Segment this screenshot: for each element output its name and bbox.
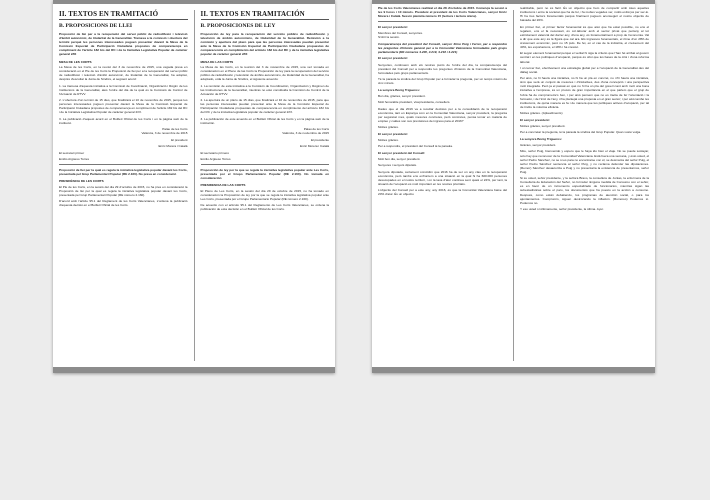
- paragraph: Moltes gràcies, senyor president.: [520, 123, 566, 128]
- paragraph: realitzable, però no és fàcil. És un objectiu que hem de compartir amb totes aquelles institucions i entre la societat que ha de fer, i fa moltes vegades ver, molts esforços per ser-lo. Hi ha tres factors fonamentals perquè finalment puguem aconseguir el nostre objectiu de baixada del 20%.: [520, 6, 649, 23]
- signer-name: Emilio Argüeso Torres: [200, 157, 231, 162]
- paragraph: Moltes gràcies. (Aplaudiments): [520, 111, 563, 116]
- speaker-label: El senyor president del Consell:: [378, 150, 426, 155]
- bottom-bar: [372, 367, 655, 373]
- speaker-label: El senyor president:: [520, 117, 550, 122]
- section-heading: II. TEXTOS EN TRAMITACIÓ: [59, 10, 188, 20]
- paragraph: Molt honorable president, vicepresidenta, consellers.: [378, 100, 451, 105]
- agenda-item: Compareixença del president del Consell, senyor Ximo Puig i Ferrer, per a respondre les preguntes d'interès general per a la Comunitat Valenciana formulades pels grups parlamentaris (RE números 4.200, 4.219, 4.218 i 4.221): [378, 41, 507, 54]
- speaker-label: El senyor president:: [378, 131, 408, 136]
- paragraph: Per a respondre, el president del Consell té la paraula.: [378, 144, 453, 149]
- speaker-label: La senyora Bonig Trigueros:: [520, 136, 562, 141]
- paragraph: Senyories, continuem amb els nostres punts de l'ordre del dia, la compareixença del president del Consell per a respondre les preguntes d'interès de la Comunitat Valenciana, formulades pels grups parlamentaris.: [378, 62, 507, 75]
- top-bar: [53, 0, 335, 4]
- paragraph: En primer lloc, el primer factor fonamental és que això que ha estat possible, no ens el regalem, ens el fa necessari, és col·laborar amb el sector privat que pertany al tot estrictament valencià del darrer any, d'una any, és fonamentalment a prop de l'economia. Val a dir que este any és la figura que cal ara. Els ingressos fonamentals, el ritme d'un 28% de creixement econòmic, però no 15 puls. De fet, en el cas de la indústria, el creixement del 40%, les exportacions, el 18% i ha crescut.: [520, 24, 649, 50]
- top-bar: [372, 0, 655, 4]
- paragraph: La Mesa de les Corts, en la reunió del 3 de novembre de 2015, una vegada presa en consideració en el Ple de les Corts la Proposició de llei per a la recuperació del servei públic de radiodifusió i televisió d'àmbit autonòmic, de titularitat de la Generalitat, ha adoptat, després d'escoltar la Junta de Síndics, el següent acord:: [59, 65, 188, 82]
- speaker-label: El senyor president:: [378, 56, 408, 61]
- heading-presidencia: PRESIDENCIA DE LAS CORTS: [200, 183, 246, 188]
- paragraph: Bon dia, gràcies, senyor president.: [378, 94, 426, 99]
- signer-name: Enric Morera i Català: [158, 143, 188, 148]
- speaker-label: El senyor president:: [378, 24, 408, 29]
- paragraph: Moltes gràcies.: [378, 125, 399, 130]
- paragraph: 1. La tramesa d'aquesta iniciativa a la Comissió de Coordinació, Organització i Règim de les Institucions de la Generalitat, atès l'ordre del dia de la qual és la Comissió de Control de l'Actuació de RTVV.: [59, 83, 188, 96]
- transcript-column-2: [514, 6, 655, 365]
- signer-role: El secretario primero: [200, 150, 230, 155]
- divider: [378, 21, 507, 22]
- spanish-column: [195, 6, 336, 365]
- paragraph: La Mesa de las Corts, en la reunión del 3 de noviembre de 2015, una vez tomada en consideración en el Pleno de las Corts la Proposición de ley para la recuperación del servicio público de radiodifusión y televisión de ámbito autonómico, de titularidad de la Generalitat, ha adoptado, oída la Junta de Síndics, el siguiente acuerdo:: [200, 65, 329, 82]
- session-title: Ple de les Corts Valencianes realitzat el dia 28 d'octubre de 2015. Comença la sessió a les 9 hores i 10 minuts. Presideix el president de les Corts Valencianes, senyor Enric Morera i Català. Sessió plenària número 15 (lectura i lectura única).: [378, 6, 507, 19]
- place-date: Palau de les Corts València, 3 de noviembre de 2015: [282, 127, 329, 136]
- divider: [59, 164, 188, 165]
- right-page: [372, 0, 655, 373]
- subsection-heading: B. PROPOSICIONES DE LEY: [200, 23, 276, 29]
- paragraph: D'acord amb l'article 95.1 del Reglament de les Corts Valencianes, s'ordena la publicació d'aquesta decisió en el Butlletí Oficial de les Corts.: [59, 199, 188, 208]
- place-date: Palau de les Corts València, 3 de novembre de 2015: [141, 127, 188, 136]
- paragraph: Gràcies, senyor president.: [520, 143, 557, 148]
- paragraph: Membres del Consell, senyories. S'obri la sessió.: [378, 31, 423, 40]
- heading-mesa: MESA DE LES CORTS: [59, 59, 92, 64]
- paragraph: Y eso usted sí últimamente, señor presidente, la última. Ayer.: [520, 207, 604, 211]
- paragraph: Molt bon dia, senyor president.: [378, 157, 421, 162]
- paragraph: Té la paraula la síndica del Grup Popular per a formular la pregunta, per un temps màxim de cinc minuts.: [378, 77, 507, 86]
- paragraph: El Pleno de Les Corts, en la sesión del día 29 de octubre de 2015, no ha tomado en consideración la Proposición de ley por la que se regula la iniciativa legislativa popular ante Les Corts, presentada por el Grupo Parlamentario Popular (RE número 2.160).: [200, 188, 329, 201]
- paragraph: 2. L'obertura d'un termini de 15 dies, que finalitzarà el 10 de novembre de 2015, perquè les persones interessades puguen presentar davant la Mesa de la Comissió Especial de Participació Ciutadana propostes de compareixença en compliment de l'article 182 bis del RC i de la Iniciativa Legislativa Popular de caràcter general 2/IX.: [59, 98, 188, 115]
- divider: [201, 164, 330, 165]
- signer-role: El presidente: [310, 137, 329, 142]
- left-columns: [53, 6, 335, 365]
- speaker-label: La senyora Bonig Trigueros:: [378, 87, 420, 92]
- signer-name: Emilio Argüeso Torres: [59, 157, 90, 162]
- intro-text: Proposició de llei per a la recuperació del servei públic de radiodifusió i televisió d'àmbit autonòmic, de titularitat de la Generalitat. Tramesa a la comissió i obertura del termini perquè les persones interessades puguen presentar davant la Mesa de la Comissió Especial de Participació Ciutadana propostes de compareixença en compliment de l'article 182 bis del RC i de la Iniciativa Legislativa Popular de caràcter general 2/IX: [59, 32, 188, 57]
- paragraph: 3. La publicación de este acuerdo en el Butlletí Oficial de les Corts y en la página web de la institución.: [200, 116, 329, 125]
- paragraph: 1. La remisión de esta iniciativa a la Comisión de Coordinación, Organización y Régimen de las Instituciones de la Generalitat, mientras no esté constituida la Comisión de Control de la Actuación de RTVV.: [200, 83, 329, 96]
- paragraph: I un tercer lloc, efectivament una estratègia global per a l'ocupació de la Generalitat des del diàleg social.: [520, 65, 649, 74]
- heading-presidencia: PRESIDÈNCIA DE LES CORTS: [59, 179, 104, 184]
- paragraph: Moltes gràcies.: [378, 138, 399, 143]
- catalan-column: [53, 6, 194, 365]
- subsection-heading: B. PROPOSICIONS DE LLEI: [59, 23, 133, 29]
- paragraph: Senyores i senyors diputats.: [378, 163, 417, 168]
- paragraph: L'objectiu del Consell per a este any, any 2016, és que la Comunitat Valenciana baixe del 20% d'atur. És un objectiu: [378, 188, 507, 197]
- transcript-column-1: [372, 6, 513, 365]
- paragraph: Per això, no hi haurà una iniciativa, no hi ha un pla en concret, no n'hi haurà una iniciativa, sinó que serà un conjunt de mesures i d'iniciatives, des d'una concepció i una perspectiva molt integrada. Però ja el passat en què no hi ha un pla del govern tant amb molt una bona iniciativa a l'empresa, és un procés de gran importància en el que parlem que el grup de l'obra ha de comprometre's ben, i per això pensem que no es tracta de fer l'orientació i la formació, i de l'inici de l'any, s'ha plantejat una proposta en el gran sector; i per això també les institucions, de quina manera es fa i de manera que les polítiques actives d'ocupació, per tal de tindre la màxima eficàcia.: [520, 76, 649, 109]
- paragraph: Per a concretar la pregunta, té la paraula la síndica del Grup Popular. Quan vosté vulga.: [520, 130, 641, 135]
- section-heading: II. TEXTOS EN TRAMITACIÓN: [201, 10, 330, 20]
- signer-name: Enric Morera i Català: [299, 143, 329, 148]
- paragraph: 3. La publicació d'aquest acord en el Butlletí Oficial de les Corts i en la pàgina web de la institució.: [59, 116, 188, 125]
- intro-text: Proposició de llei per la qual es regula la iniciativa legislativa popular davant les Corts, presentada pel Grup Parlamentari Popular (RE 2.160). No presa en consideració: [59, 167, 188, 176]
- signer-role: El secretari primer: [59, 150, 85, 155]
- paragraph: Mire, señor Puig, bienvenido y espero que le haya ido bien el viaje. No se puede soslayar, solo hay que reconocer de la Comunidad Valenciana. Está fuera una semana, y ésto usted, el señor Pedro Sánchez, no se si es para no encontrarse con él, se desmarca del señor Puig, el señor Pedro Sánchez sentencia al señor Puig, y no reclama defender las diputaciones. (Remor) Sánchez desautoriza a Puig y no presentaría la existencia de presentarnos, señor Puig.: [520, 149, 649, 174]
- right-columns: [372, 6, 655, 365]
- signer-role: El president: [171, 137, 188, 142]
- intro-text: Proposición de ley para la recuperación del servicio público de radiodifusión y televisión de ámbito autonómico, de titularidad de la Generalitat. Remisión a la comisión y apertura del plazo para que las personas interesadas puedan presentar ante la Mesa de la Comisión Especial de Participación Ciudadana propuestas de comparecencia en cumplimiento del artículo 182 bis del RC y de la iniciativa legislativa popular de carácter general 2/IX: [200, 32, 329, 57]
- paragraph: 2. La apertura de un plazo de 15 días, que finalizará el 10 de noviembre de 2015, para que las personas interesadas puedan presentar ante la Mesa de la Comisión Especial de Participación Ciudadana propuestas de comparecencia en cumplimiento del artículo 182 bis del RC y de la iniciativa legislativa popular de carácter general 2/IX.: [200, 98, 329, 115]
- left-page: [53, 0, 335, 373]
- paragraph: De acuerdo con el artículo 95.1 del Reglamento de Les Corts Valencianes, se ordena la publicación de esta decisión en el Butlletí Oficial de les Corts.: [200, 203, 329, 212]
- paragraph: El Ple de les Corts, en la sessió del dia 29 d'octubre de 2015, no ha pres en consideració la Proposició de llei per la qual es regula la iniciativa legislativa popular davant les Corts, presentada pel Grup Parlamentari Popular (RE número 2.160).: [59, 184, 188, 197]
- paragraph: El segon element fonamental perquè el verital hi siga la criterio que l'han fet arribat al govern central i en les polítiques d'ocupació, perquè és obvi que les bases de la crisi i d'una reforma laboral.: [520, 51, 649, 64]
- bottom-bar: [53, 367, 335, 373]
- paragraph: Si su usted, señor presidente, y la señora Bravo, la consellera de Juntas, la enfermera de la Conselleria de Educación del Señor, no formular ninguna medida de Consumo con el señor, es en favor de un incremento especializado de funcionarios, mientras sigan las subestadísticas sobre el paro, los documentos que ha puesto en la acción a consumo. Después, como están debatiendo, los programas de atención social, o para los ajuntamientos. Compromís, siguen destrozando la inflación. (Rumores) Podemos sí. Podemos no.: [520, 176, 649, 205]
- paragraph: Senyora diputada, certament coincidim que 2016 ha de ser un any clau en la recuperació econòmica, però també ens enfrontem a una situació en la qual hi ha 600.000 persones desocupades en el nostre territori, i on la taxa d'atur continua sent quasi el 22%, per tant, la situació de l'ocupació és molt important en les nostres prioritats.: [378, 169, 507, 187]
- paragraph: Dades que el dia 2016 va a resultar decisius per a la consolidació de la recuperació econòmica, tant en Espanya com en la Comunitat Valenciana, senyor president, la pregunta per seguretat mes, quals mesures concretes, però concretes, pensa tomar en matèria de empleo y cuáles son sus previsiones de ingreso para el 2016?: [378, 106, 507, 123]
- heading-mesa: MESA DE LAS CORTS: [200, 59, 234, 64]
- intro-text: Proposición de ley por la que se regula la iniciativa legislativa popular ante Les Corts, presentada por el Grupo Parlamentario Popular (RE 2.160). No tomada en consideración: [200, 167, 329, 181]
